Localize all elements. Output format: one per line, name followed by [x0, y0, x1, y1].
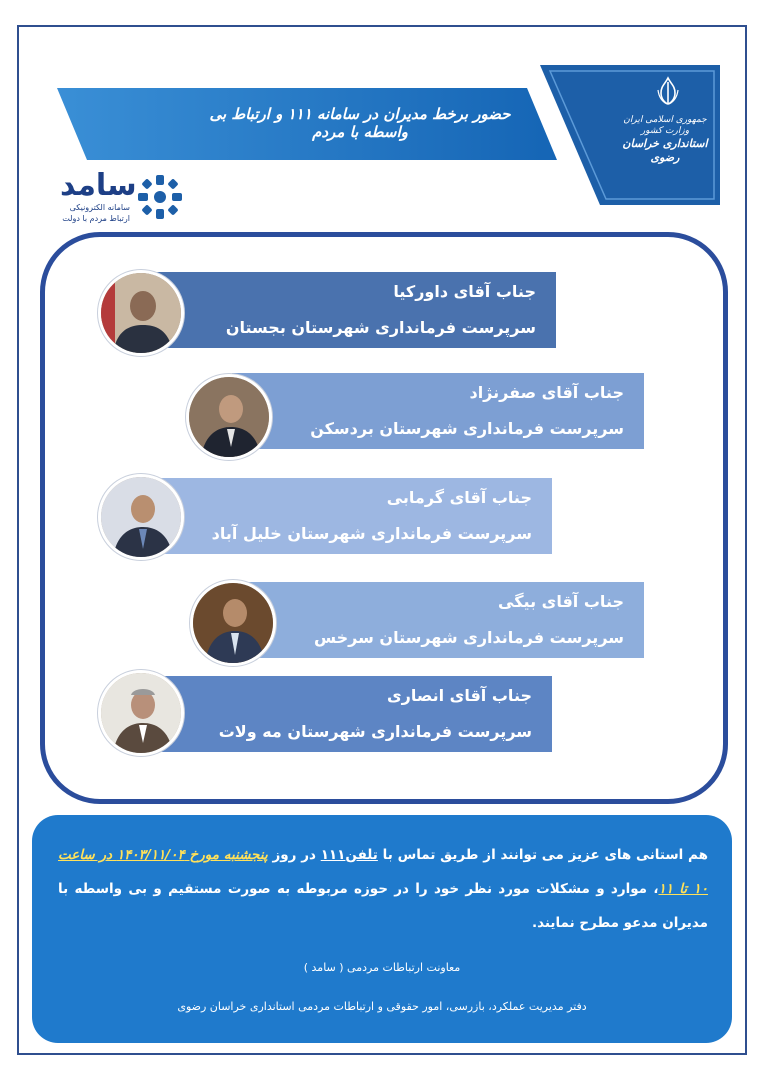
manager-photo [186, 374, 272, 460]
manager-card [232, 373, 644, 449]
manager-photo [98, 270, 184, 356]
manager-name: جناب آقای داورکیا [393, 282, 536, 301]
info-text-3: ، موارد و مشکلات مورد نظر خود را در حوزه مربوطه به صورت مستقیم و بی واسطه با مدیران مدعو مطرح نمایند. [58, 881, 708, 931]
manager-role: سرپرست فرمانداری شهرستان سرخس [314, 628, 624, 647]
manager-card [140, 676, 552, 752]
emblem-line-1: جمهوری اسلامی ایران [623, 115, 707, 125]
manager-name: جناب آقای صفرنژاد [469, 383, 624, 402]
manager-role: سرپرست فرمانداری شهرستان بجستان [225, 318, 536, 337]
page-title: حضور برخط مدیران در سامانه ۱۱۱ و ارتباط بی واسطه با مردم [209, 105, 511, 141]
date-time: پنجشنبه مورخ ۱۴۰۳/۱۱/۰۴ در ساعت ۱۰ تا ۱۱ [58, 847, 708, 897]
iran-emblem-icon [655, 76, 681, 106]
manager-card [232, 582, 644, 658]
signature-line-2: دفتر مدیریت عملکرد، بازرسی، امور حقوقی و ارتباطات مردمی استانداری خراسان رضوی [177, 1000, 587, 1013]
manager-card [140, 272, 556, 348]
samad-logo-text: سامد [60, 168, 137, 203]
emblem-line-3: استانداری خراسان رضوی [622, 137, 708, 164]
info-text-1: هم استانی های عزیز می توانند از طریق تماس با [377, 847, 708, 863]
manager-photo [190, 580, 276, 666]
samad-logo-subtitle-1: سامانه الکترونیکی [69, 203, 130, 212]
manager-name: جناب آقای بیگی [498, 592, 624, 611]
manager-role: سرپرست فرمانداری شهرستان خلیل آباد [211, 524, 532, 543]
info-text-2: در روز [267, 847, 321, 863]
manager-name: جناب آقای انصاری [386, 686, 532, 705]
info-paragraph [58, 838, 708, 940]
signature-line-1: معاونت ارتباطات مردمی ( سامد ) [303, 961, 461, 974]
manager-name: جناب آقای گرمابی [386, 488, 532, 507]
phone-number: تلفن۱۱۱ [320, 847, 378, 863]
emblem-caption [615, 115, 715, 165]
manager-photo [98, 670, 184, 756]
manager-card [140, 478, 552, 554]
emblem-line-2: وزارت کشور [640, 126, 690, 136]
manager-photo [98, 474, 184, 560]
manager-role: سرپرست فرمانداری شهرستان مه ولات [218, 722, 532, 741]
manager-role: سرپرست فرمانداری شهرستان بردسکن [310, 419, 624, 438]
samad-logo-subtitle-2: ارتباط مردم با دولت [62, 214, 130, 223]
samad-logo-icon [135, 172, 185, 222]
